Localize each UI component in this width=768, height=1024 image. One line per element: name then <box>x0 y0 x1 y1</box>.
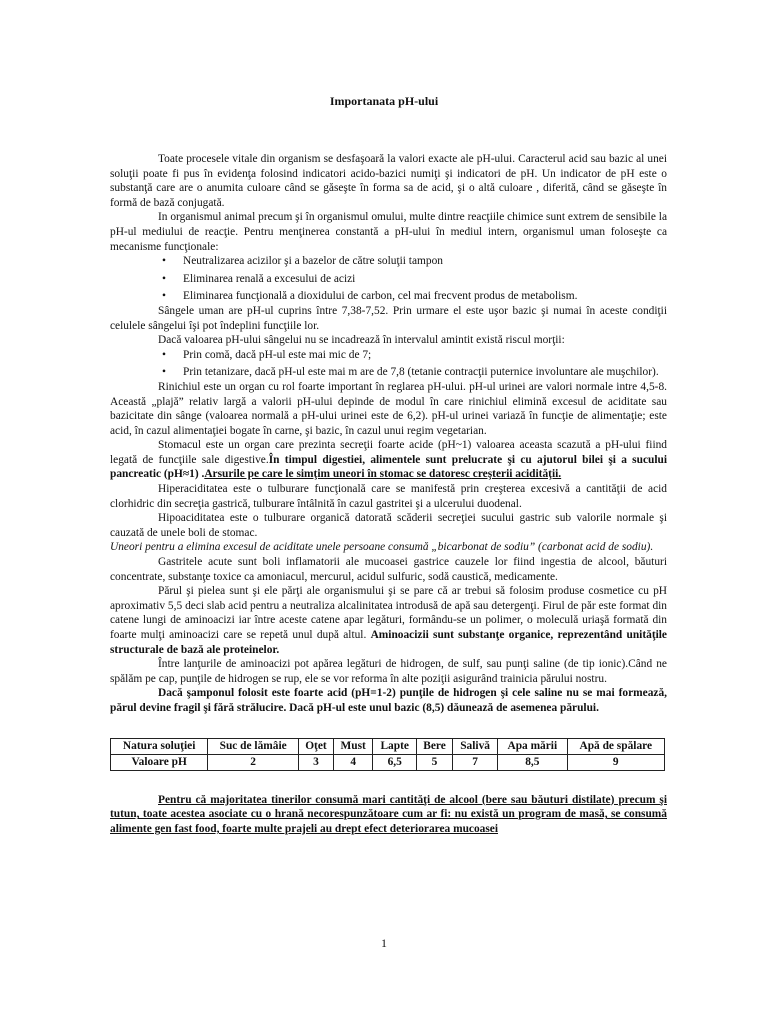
paragraph: In organismul animal precum şi în organismul omului, multe dintre reacţiile chimice sunt extrem de sensibile la pH-ul mediului de reacţie. Pentru menţinerea constantă a pH-ului în mediul intern, organismul uman foloseşte ca mecanisme funcţionale: <box>110 211 667 253</box>
table-cell: 7 <box>453 754 498 770</box>
table-cell: Apă de spălare <box>567 738 664 754</box>
list-item: • Prin comă, dacă pH-ul este mai mic de 7; <box>162 348 372 361</box>
bullet-icon: • <box>162 290 166 303</box>
paragraph: Părul şi pielea sunt şi ele părţi ale organismului şi se pare că ar trebui să folosim produse cosmetice cu pH aproximativ 5,5 deci slab acid pentru a neutraliza alcalinitatea introdusă de apă sau detergenţi. Firul de păr este format din catene lungi de aminoacizi iar între aceste catene apar legături, formându-se un polimer, o moleculă uriaşă formată din foarte mulţi aminoacizi care se repetă unul după altul. Aminoacizii sunt substanţe organice, reprezentând unităţile structurale de bază ale proteinelor. <box>110 585 667 656</box>
bullet-icon: • <box>162 348 166 361</box>
ph-table <box>110 738 665 771</box>
table-cell: 6,5 <box>373 754 416 770</box>
paragraph: Sângele uman are pH-ul cuprins între 7,38-7,52. Prin urmare el este uşor bazic şi numai în aceste condiţii celulele sângelui îşi pot îndeplini funcţiile lor. <box>110 304 667 332</box>
table-cell: 3 <box>299 754 334 770</box>
table-cell: Suc de lămâie <box>208 738 299 754</box>
list-item: • Eliminarea renală a excesului de acizi <box>162 272 356 285</box>
bullet-list <box>110 254 667 304</box>
table-cell: Bere <box>416 738 452 754</box>
list-item: • Eliminarea funcţională a dioxidului de carbon, cel mai frecvent produs de metabolism. <box>162 290 578 303</box>
paragraph: Dacă valoarea pH-ului sângelui nu se incadrează în intervalul amintit există riscul morţii: <box>158 334 565 347</box>
table-cell: 2 <box>208 754 299 770</box>
paragraph: Gastritele acute sunt boli inflamatorii ale mucoasei gastrice cauzele lor fiind ingestia de alcool, băuturi concentrate, substanţe toxice ca amoniacul, mercurul, acidul sulfuric, sodă caustică, medicamente. <box>110 556 667 583</box>
table-cell: Apa mării <box>498 738 567 754</box>
paragraph: Dacă şamponul folosit este foarte acid (pH=1-2) punţile de hidrogen şi cele saline nu se mai formează, părul devine fragil şi fără strălucire. Dacă pH-ul este unul bazic (8,5) dăunează de asemenea părului. <box>110 687 667 714</box>
paragraph: Pentru că majoritatea tinerilor consumă mari cantităţi de alcool (bere sau băuturi distilate) precum şi tutun, toate acestea asociate cu o hrană necorespunzătoare cum ar fi: nu există un program de masă, se consumă alimente gen fast food, foarte multe prajeli au drept efect deteriorarea mucoasei <box>110 793 667 835</box>
bullet-icon: • <box>162 366 166 379</box>
table-cell: Must <box>333 738 373 754</box>
page-number: 1 <box>381 936 387 950</box>
bullet-list <box>110 348 667 380</box>
document-title: Importanata pH-ului <box>329 94 439 108</box>
list-item: • Neutralizarea acizilor şi a bazelor de către soluţii tampon <box>162 255 443 268</box>
paragraph: Între lanţurile de aminoacizi pot apărea legături de hidrogen, de sulf, sau punţi saline (de tip ionic).Când ne spălăm pe cap, punţile de hidrogen se rup, ele se vor reforma în alte poziţii asigurând trainicia părului nostru. <box>110 658 667 685</box>
table-cell: Valoare pH <box>111 754 208 770</box>
table-cell: Salivă <box>453 738 498 754</box>
paragraph: Stomacul este un organ care prezinta secreţii foarte acide (pH~1) valoarea aceasta scazută a pH-ului fiind legată de funcţiile sale digestive.În timpul digestiei, alimentele sunt prelucrate şi cu ajutorul bilei şi a sucului pancreatic (pH≈1) .Arsurile pe care le simţim uneori în stomac se datoresc creşterii acidităţii. <box>110 439 667 481</box>
list-item: • Prin tetanizare, dacă pH-ul este mai m are de 7,8 (tetanie contracţii puternice involuntare ale muşchilor). <box>162 366 659 379</box>
bullet-icon: • <box>162 255 166 268</box>
document-body <box>110 152 667 836</box>
table-cell: 9 <box>567 754 664 770</box>
table-cell: 8,5 <box>498 754 567 770</box>
paragraph: Rinichiul este un organ cu rol foarte important în reglarea pH-ului. pH-ul urinei are valori normale intre 4,5-8. Această „plajă” relativ largă a valorii pH-ului depinde de modul în care rinichiul elimină excesul de aciditate sau bazicitate din sânge (valoarea normală a pH-ului urinei este de 6,2). pH-ul urinei variază în funcţie de alimentaţie; este acid, în cazul alimentaţiei bogate în carne, şi bazic, în cazul unui regim vegetarian. <box>110 380 667 437</box>
table-cell: Lapte <box>373 738 416 754</box>
table-cell: Oţet <box>299 738 334 754</box>
table-row <box>111 738 665 754</box>
table-row <box>111 754 665 770</box>
paragraph: Uneori pentru a elimina excesul de aciditate unele persoane consumă „bicarbonat de sodiu” (carbonat acid de sodiu). <box>110 541 654 554</box>
table-cell: 4 <box>333 754 373 770</box>
paragraph: Hipoaciditatea este o tulburare organică datorată scăderii secreţiei sucului gastric sub valorile normale şi cauzată de unele boli de stomac. <box>110 512 667 539</box>
bullet-icon: • <box>162 272 166 285</box>
paragraph: Hiperaciditatea este o tulburare funcţională care se manifestă prin creşterea excesivă a cantităţii de acid clorhidric din secreţia gastrică, tulburare întâlnită în cazul gastritei şi a ulcerului duodenal. <box>110 483 667 510</box>
table-cell: 5 <box>416 754 452 770</box>
paragraph: Toate procesele vitale din organism se desfaşoară la valori exacte ale pH-ului. Caracterul acid sau bazic al unei soluţii poate fi pus în evidenţa folosind indicatori acido-bazici numiţi şi indicatori de pH. Un indicator de pH este o substanţă care are o anumita culoare când se găseşte în forma sa de acid, şi o altă culoare , diferită, când se găseşte în formă de bază conjugată. <box>110 153 667 209</box>
table-cell: Natura soluţiei <box>111 738 208 754</box>
